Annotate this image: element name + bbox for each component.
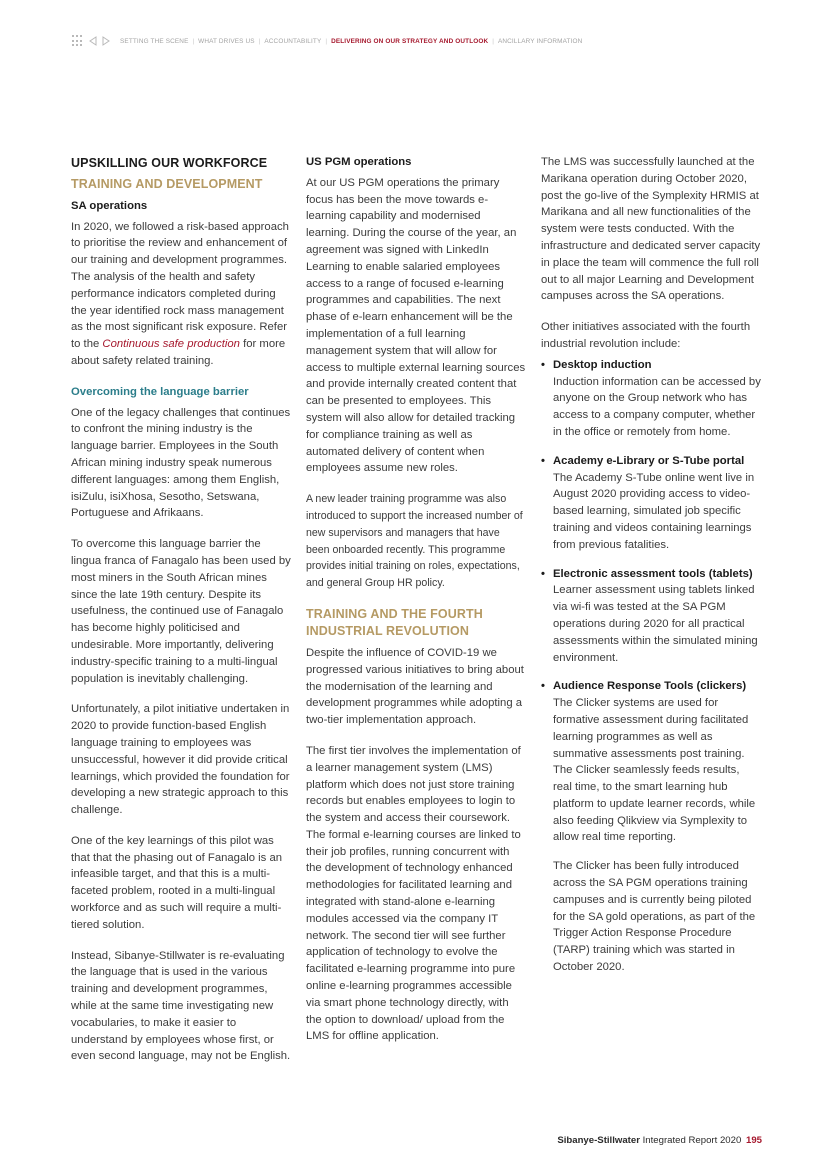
arrow-right-icon[interactable] [101,35,111,47]
us-pgm-paragraph: At our US PGM operations the primary focus has been the move towards e-learning capability and modernised learning. During the course of the year, an agreement was signed with LinkedIn Learning to enable salaried employees access to a range of focused e-learning programmes and capabilities. The next phase of e-learn enhancement will be the implementation of a full learning management system that will allow for access to multiple external learning sources and provide internally created content that can be presented to employees. This system will also allow for detailed tracking for compliance training as well as automated delivery of content when employees assume new roles. [306,176,526,475]
other-initiatives-paragraph: Other initiatives associated with the fourth industrial revolution include: [541,321,751,350]
bullet-icon: • [541,567,545,580]
first-tier-paragraph: The first tier involves the implementation of a learner management system (LMS) platform which does not just store training records but enables employees to login to the system and access their coursework. The formal e-learning courses are linked to their job profiles, running concurrent with the development of technology enhanced methodologies for facilitated learning and integrated with stand-alone e-learning modules accessed via the company IT network. The second tier will see further application of technology to evolve the facilitated e-learning programme into pure online e-learning programmes accessible via smart phone technology directly, with the option to download/ upload from the LMS for offline application. [306,744,521,1043]
column-1 [71,154,291,1079]
bullet-title: Electronic assessment tools (tablets) [553,567,753,580]
top-navigation [72,33,582,49]
continuous-safe-production-link[interactable]: Continuous safe production [102,338,240,351]
bullet-title: Desktop induction [553,358,652,371]
sa-operations-paragraph: In 2020, we followed a risk-based approach to prioritise the review and enhancement of our training and development programmes. The analysis of the health and safety performance indicators completed during the year identified rock mass management as the most significant risk exposure. Refer to the Continuous safe production for more about safety related training. [71,220,289,367]
page-number: 195 [745,1135,762,1146]
arrow-left-icon[interactable] [88,35,98,47]
language-paragraph-4: One of the key learnings of this pilot was that that the phasing out of Fanagalo is an infeasible target, and that this is a multi-faceted problem, rooted in a multi-lingual workforce and as such will require a multi-tiered solution. [71,834,283,931]
bullet-title: Academy e-Library or S-Tube portal [553,454,745,467]
bullet-icon: • [541,454,545,467]
bullet-body: Learner assessment using tablets linked via wi-fi was tested at the SA PGM operations during 2020 for all practical assessments within the simulated mining environment. [553,584,758,664]
bullet-body: The Academy S-Tube online went live in August 2020 providing access to video-based learning, simulated job specific training and videos containing learnings from previous fatalities. [553,471,755,551]
language-paragraph-3: Unfortunately, a pilot initiative undertaken in 2020 to provide function-based English language training to employees was unsuccessful, however it did provide critical learnings, which provided the foundation for developing a new strategic approach to this challenge. [71,703,290,817]
language-barrier-title: Overcoming the language barrier [71,385,249,398]
bullet-body: Induction information can be accessed by anyone on the Group network who has access to a company computer, whether in the office or remotely from home. [553,375,761,438]
covid-paragraph: Despite the influence of COVID-19 we progressed various initiatives to bring about the modernisation of the learning and development programmes while adopting a two-tier implementation approach. [306,646,524,727]
language-paragraph-1: One of the legacy challenges that continues to confront the mining industry is the language barrier. Employees in the South African mining industry speak numerous different languages: among them English, isiZulu, isiXhosa, Sesotho, Setswana, Portuguese and Afrikaans. [71,406,291,520]
column-3 [541,154,761,990]
bullet-item [541,357,761,441]
bullet-item [541,566,761,667]
bullet-item [541,453,761,554]
section-links: SETTING THE SCENE | WHAT DRIVES US | ACCOUNTABILITY | DELIVERING ON OUR STRATEGY AND OUTLOOK | ANCILLARY INFORMATION [120,37,583,45]
language-paragraph-2: To overcome this language barrier the lingua franca of Fanagalo has been used by most miners in the South African mines since the late 19th century. Despite its usefulness, the continued use of Fanagalo has become highly politicised and undesirable. More importantly, delivering industry-specific training to a multi-lingual population is inevitably challenging. [71,538,291,685]
language-paragraph-5: Instead, Sibanye-Stillwater is re-evaluating the language that is used in the various training and development programmes, while at the same time investigating new vocabularies, to make it easier to understand by employees whose first, or even second language, may not be English. [71,949,291,1063]
bullet-body: The Clicker systems are used for formative assessment during facilitated learning programmes as well as summative assessments post training. The Clicker seamlessly feeds results, real time, to the smart learning hub platform to update learner records, while also feeding Qlikview via Symplexity to allow real time reporting. [553,697,756,844]
section-heading: UPSKILLING OUR WORKFORCE [71,156,268,170]
bullet-icon: • [541,358,545,371]
fourth-industrial-heading: TRAINING AND THE FOURTH INDUSTRIAL REVOLUTION [306,606,483,638]
lms-paragraph: The LMS was successfully launched at the Marikana operation during October 2020, post the go-live of the Symplexity HRMIS at Marikana and all new functionalities of the system were tests conducted. With the infrastructure and dedicated server capacity in place the team will commence the full roll out to all major Learning and Development campuses across the SA operations. [541,156,761,303]
nav-setting-the-scene[interactable]: SETTING THE SCENE [120,37,189,45]
training-development-heading: TRAINING AND DEVELOPMENT [71,176,263,191]
nav-delivering-on-strategy[interactable]: DELIVERING ON OUR STRATEGY AND OUTLOOK [331,37,489,45]
bullet-item [541,678,761,846]
clicker-paragraph: The Clicker has been fully introduced across the SA PGM operations training campuses and is currently being piloted for the SA gold operations, as part of the Trigger Action Response Procedure (TARP) training which was started in October 2020. [553,860,756,974]
grid-icon[interactable] [72,35,84,47]
bullet-title: Audience Response Tools (clickers) [553,680,747,693]
nav-ancillary-information[interactable]: ANCILLARY INFORMATION [497,37,583,45]
sa-operations-title: SA operations [71,199,148,212]
footer-brand: Sibanye-Stillwater [557,1135,640,1146]
nav-what-drives-us[interactable]: WHAT DRIVES US [198,37,255,45]
page-footer [557,1135,762,1146]
us-pgm-title: US PGM operations [306,156,412,168]
nav-accountability[interactable]: ACCOUNTABILITY [264,37,322,45]
footer-report: Integrated Report 2020 [642,1135,742,1146]
column-2 [306,154,526,1059]
bullet-icon: • [541,680,545,693]
leader-training-paragraph: A new leader training programme was also introduced to support the increased number of new supervisors and managers that have been onboarded recently. This programme provides initial training on roles, expectations, and general Group HR policy. [306,493,523,590]
